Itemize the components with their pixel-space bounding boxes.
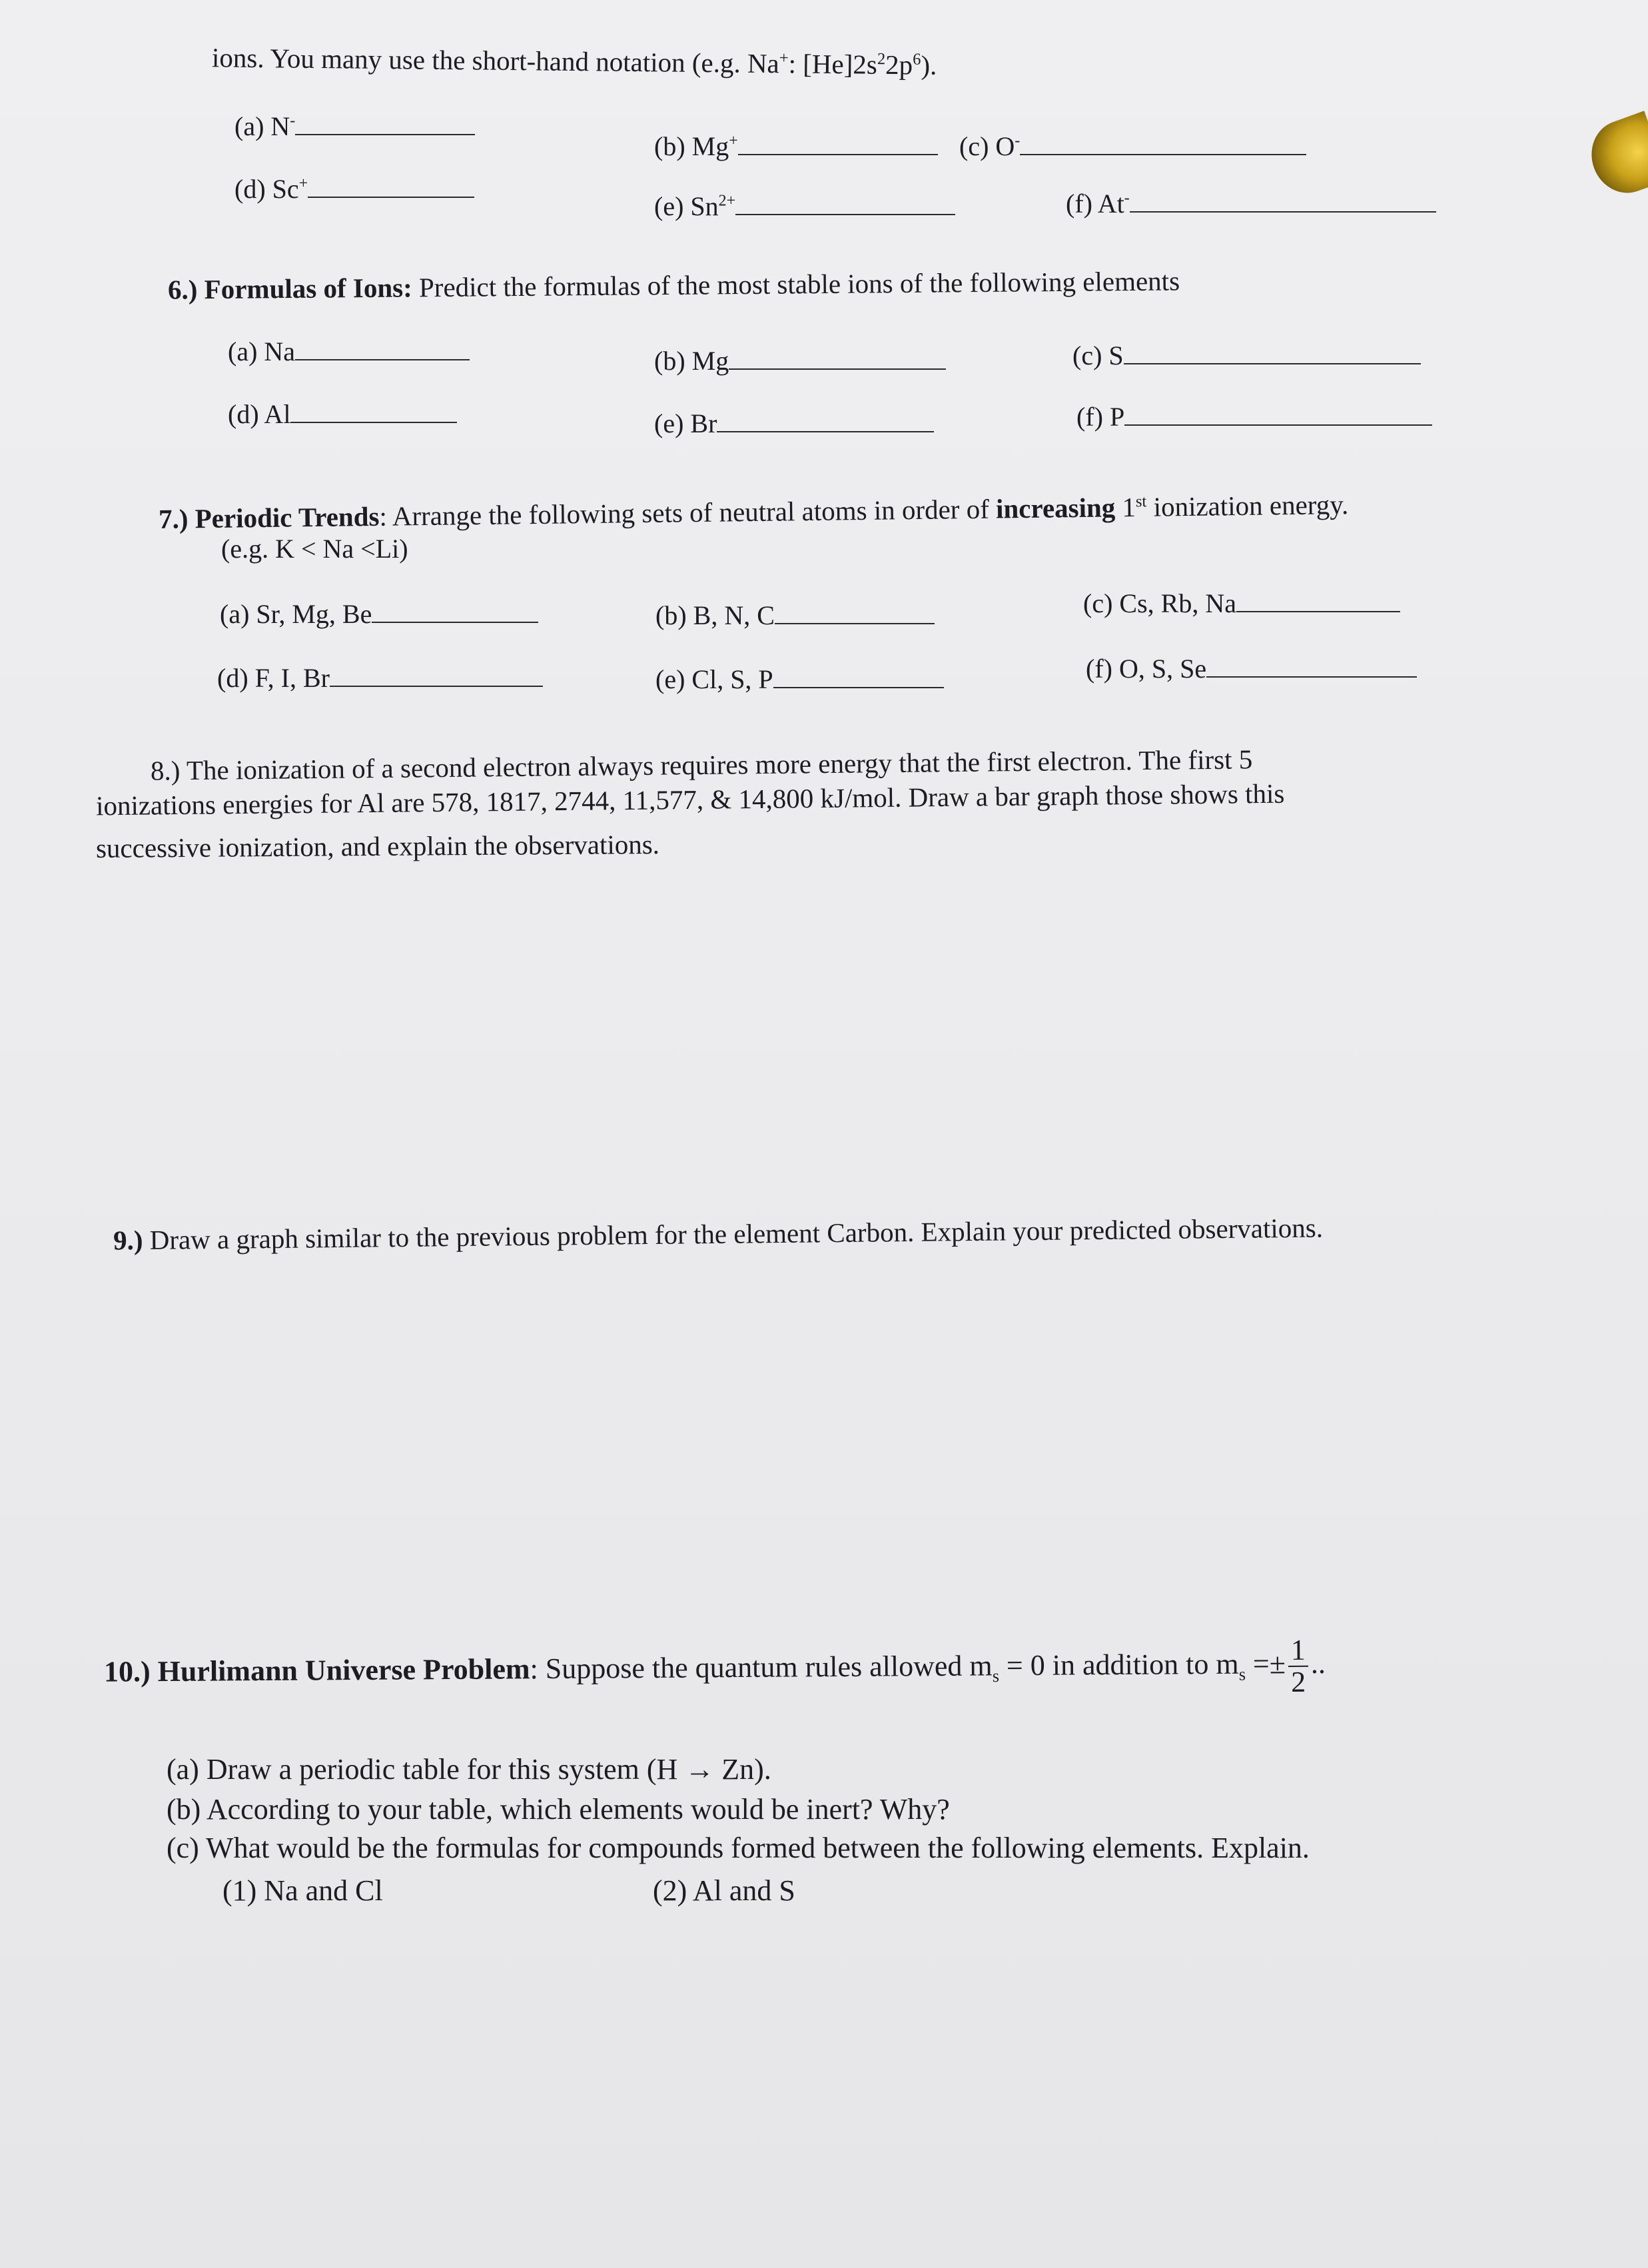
answer-blank[interactable]: [1206, 676, 1417, 678]
answer-blank[interactable]: [295, 133, 475, 135]
one-half-fraction: $\frac{1}{2}$: [1288, 1635, 1309, 1698]
q10-b: (b) According to your table, which elements would be inert? Why?: [167, 1793, 950, 1826]
answer-blank[interactable]: [775, 622, 935, 624]
q7-e: (e) Cl, S, P: [655, 666, 944, 693]
answer-blank[interactable]: [1124, 362, 1421, 364]
answer-blank[interactable]: [330, 685, 543, 687]
intro-text: ions. You many use the short-hand notation (e.g. Na: [211, 42, 780, 79]
q5-b: (b) Mg+: [654, 133, 938, 160]
answer-blank[interactable]: [735, 213, 955, 215]
q6-f: (f) P: [1076, 404, 1432, 430]
q10-c2: (2) Al and S: [653, 1874, 795, 1907]
answer-blank[interactable]: [717, 430, 934, 432]
q7-d: (d) F, I, Br: [217, 665, 543, 692]
answer-blank[interactable]: [308, 196, 474, 198]
q5-d: (d) Sc+: [234, 176, 474, 203]
intro-end: ).: [921, 49, 937, 81]
q8-line1: 8.) The ionization of a second electron always requires more energy that the first electron. The first 5: [150, 744, 1253, 786]
q6-b: (b) Mg: [654, 348, 946, 374]
answer-blank[interactable]: [372, 621, 538, 623]
q10-c: (c) What would be the formulas for compounds formed between the following elements. Explain.: [167, 1832, 1310, 1864]
q7-c: (c) Cs, Rb, Na: [1083, 590, 1400, 617]
q7-f: (f) O, S, Se: [1086, 656, 1417, 682]
intro-line: [212, 44, 937, 79]
q8-line2: ionizations energies for Al are 578, 1817, 2744, 11,577, & 14,800 kJ/mol. Draw a bar graph those shows this: [95, 778, 1285, 822]
q8-line3: successive ionization, and explain the observations.: [95, 829, 660, 863]
q5-f: (f) At-: [1066, 191, 1436, 217]
intro-p6: 6: [913, 50, 921, 69]
answer-blank[interactable]: [1236, 610, 1400, 612]
q7-a: (a) Sr, Mg, Be: [220, 601, 538, 628]
q6-c: (c) S: [1072, 342, 1421, 369]
answer-blank[interactable]: [295, 358, 470, 360]
q5-a: (a) N-: [234, 113, 475, 140]
answer-blank[interactable]: [738, 153, 938, 155]
intro-after: : [He]2s: [788, 48, 878, 80]
binder-clip-image: [1581, 111, 1648, 203]
q9-prompt: 9.) Draw a graph similar to the previous problem for the element Carbon. Explain your predicted observations.: [113, 1212, 1324, 1256]
answer-blank[interactable]: [1124, 424, 1432, 426]
q6-prompt: 6.) Formulas of Ions: Predict the formulas of the most stable ions of the following elements: [167, 265, 1180, 305]
answer-blank[interactable]: [1020, 153, 1306, 155]
intro-p: 2p: [885, 49, 913, 81]
q10-a: (a) Draw a periodic table for this system (H → Zn).: [167, 1753, 771, 1786]
intro-s2: 2: [877, 50, 886, 69]
q10-prompt: 10.) Hurlimann Universe Problem: Suppose the quantum rules allowed $m_s = 0$ in addition to $m_s$ =± $\frac{1}{2}$ ..: [103, 1633, 1326, 1699]
q6-a: (a) Na: [228, 338, 470, 365]
answer-blank[interactable]: [290, 421, 457, 423]
q6-e: (e) Br: [654, 410, 934, 437]
answer-blank[interactable]: [729, 368, 946, 370]
q5-e: (e) $Sn^{2+}$: [654, 193, 955, 220]
q6-d: (d) Al: [228, 401, 457, 428]
answer-blank[interactable]: [773, 686, 944, 688]
q7-prompt: 7.) Periodic Trends: Arrange the following sets of neutral atoms in order of increasing 1st ionization energy.: [158, 489, 1349, 534]
intro-sup: +: [779, 49, 789, 67]
answer-blank[interactable]: [1130, 211, 1436, 213]
q7-b: (b) B, N, C: [655, 602, 935, 629]
q7-example: (e.g. K < Na <Li): [221, 534, 408, 564]
q10-c1: (1) Na and Cl: [222, 1874, 383, 1907]
q5-c: (c) O-: [959, 133, 1306, 160]
